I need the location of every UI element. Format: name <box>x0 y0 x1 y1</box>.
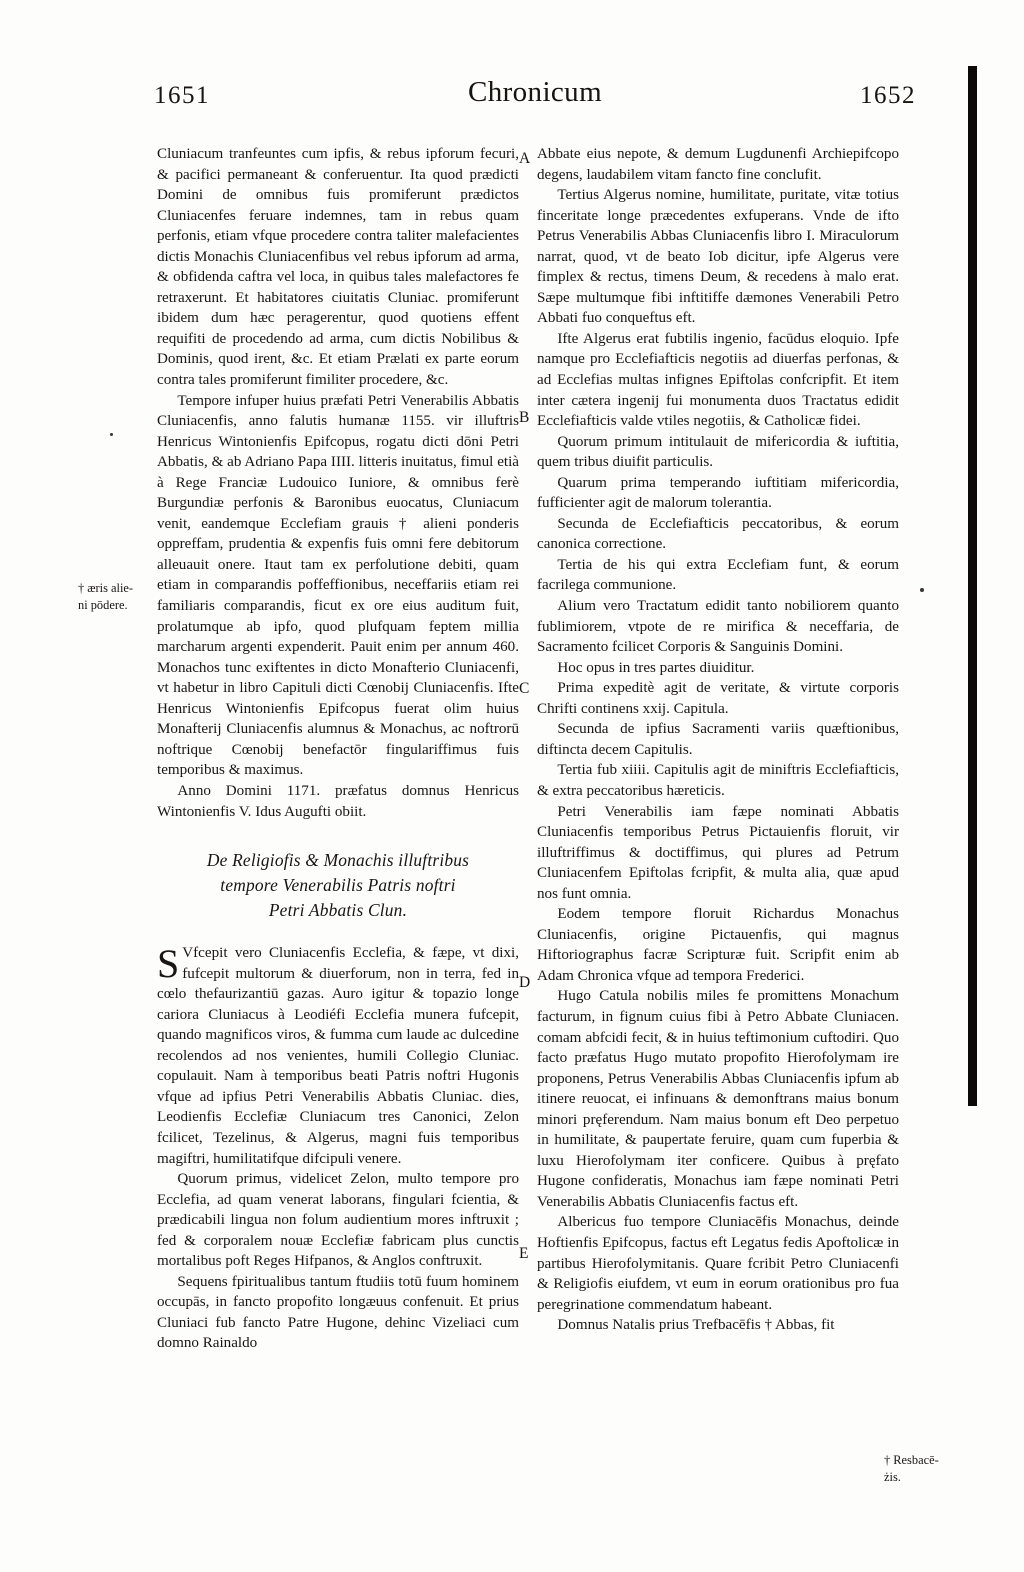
column-marker-b: B <box>519 409 530 426</box>
section-heading-line-1: De Religiofis & Monachis illuftribus <box>206 850 470 871</box>
marginal-gloss-right-line-2: żis. <box>884 1469 901 1484</box>
paragraph: Sequens fpiritualibus tantum ftudiis totū fuum hominem occupās, in fancto propofito longæuus confenuit. Et prius Cluniaci fub fancto Patre Hugone, dehinc Vizeliaci cum domno Rainaldo <box>157 1273 519 1352</box>
paragraph: Tertia fub xiiii. Capitulis agit de miniftris Ecclefiafticis, & extra peccatoribus hæreticis. <box>537 762 899 799</box>
marginal-gloss-right-line-1: † Resbacē- <box>884 1453 939 1467</box>
paragraph: Secunda de ipfius Sacramenti variis quæftionibus, diftincta decem Capitulis. <box>537 721 899 758</box>
paragraph: Quorum primum intitulauit de mifericordia & iuftitia, quem tribus diuifit particulis. <box>537 433 899 471</box>
paragraph: Alium vero Tractatum edidit tanto nobiliorem quanto fublimiorem, vtpote de re mirifica & neceffaria, de Sacramento fcilicet Corporis & Sanguinis Domini. <box>537 598 899 656</box>
section-heading-line-3: Petri Abbatis Clun. <box>268 900 408 921</box>
paragraph: Ifte Algerus erat fubtilis ingenio, facūdus eloquio. Ipfe namque pro Ecclefiafticis negotiis ad diuerfas perfonas, & ad Ecclefias multas infignes Epiftolas confcripfit. Et item inter cætera ingenij fui monumenta duos Tractatus edidit Ecclefiafticis valde vtiles negotiis, & Catholicæ fidei. <box>537 330 899 430</box>
folio-number-left: 1651 <box>154 82 210 109</box>
scan-edge-artifact <box>968 66 977 1106</box>
scan-speck <box>920 588 924 592</box>
column-marker-a: A <box>519 150 531 167</box>
paragraph: Quorum primus, videlicet Zelon, multo tempore pro Ecclefia, ad quam venerat laborans, fingulari fcientia, & prædicabili lingua non folum audientium mores inftruxit ; fed & corporalem nouæ Ecclefiæ fabricam plus cunctis mortalibus poft Reges Hifpanos, & Anglos conftruxit. <box>157 1171 519 1270</box>
running-head <box>150 76 920 122</box>
paragraph: Albericus fuo tempore Cluniacēfis Monachus, deinde Hoftienfis Epifcopus, factus eft Legatus fedis Apoftolicæ in partibus Hierofolymitanis. Quare fcribit Petro Cluniacenfi & Religiofis eiufdem, vt eum in eorum orationibus pro fua peregrinatione commendatum habeant. <box>537 1214 899 1313</box>
paragraph: Quarum prima temperando iuftitiam mifericordia, fufficienter agit de malorum tolerantia. <box>537 474 899 512</box>
paragraph: Cluniacum tranfeuntes cum ipfis, & rebus ipforum fecuri, & pacifici permaneant & conferuentur. Ita quod prædicti Domini de omnibus fuis promiferunt prædictos Cluniacenfes feruare indemnes, tam in rebus quam perfonis, etiam vfque procedere contra taliter malefacientes dictis Monachis Cluniacenfibus vel rebus ipforum ad arma, & obfidenda caftra vel loca, in quibus tales malefactores fe retraxerunt. Et habitatores ciuitatis Cluniac. promiferunt ibidem dum hæc peragerentur, quod quotiens effent requifiti de procedendo ad arma, cum dictis Nobilibus & Dominis, quod irent, &c. Et etiam Prælati ex parte eorum contra tales promiferunt fimiliter procedere, &c. <box>157 146 519 389</box>
column-marker-e: E <box>519 1245 529 1262</box>
marginal-gloss-right <box>884 1452 980 1485</box>
paragraph: Abbate eius nepote, & demum Lugdunenfi Archiepifcopo degens, laudabilem vitam fancto fine conclufit. <box>537 146 899 183</box>
section-heading <box>157 848 519 923</box>
right-text-column <box>537 144 899 1336</box>
paragraph-text: Vfcepit vero Cluniacenfis Ecclefia, & fæpe, vt dixi, fufcepit multorum & diuerforum, non in terra, fed in cœlo thefaurizantiū gazas. Auro igitur & topazio longe cariora Cluniacus à Leodiéfi Ecclefia munera fufcepit, quando magnificos viros, & fumma cum laude ac dulcedine recolendos ad nos venientes, humili Collegio Cluniac. copulauit. Nam à temporibus beati Patris noftri Hugonis vfque ad ipfius Petri Venerabilis Abbatis Cluniac. dies, Leodienfis Ecclefiæ Cluniacum tres Canonici, Zelon fcilicet, Tezelinus, & Algerus, magni fuis temporibus magiftri, humilitatifque difcipuli venere. <box>157 945 519 1167</box>
paragraph: Hoc opus in tres partes diuiditur. <box>557 659 755 676</box>
paragraph: Secunda de Ecclefiafticis peccatoribus, & eorum canonica correctione. <box>537 515 899 553</box>
marginal-gloss-left <box>78 580 154 613</box>
paragraph: Tempore infuper huius præfati Petri Venerabilis Abbatis Cluniacenfis, anno falutis humanæ 1155. vir illuftris Henricus Wintonienfis Epifcopus, rogatu dicti dōni Petri Abbatis, & ab Adriano Papa IIII. litteris inuitatus, fimul etià à Rege Franciæ Ludouico Iuniore, & omnibus ferè Burgundiæ perfonis & Baronibus euocatus, Cluniacum venit, eandemque Ecclefiam grauis † alieni ponderis oppreffam, prudentia & expenfis fuis omni fere debitorum alleuauit onere. Itaut tam ex perfolutione debiti, quam etiam in comparandis poffeffionibus, neceffariis etiam rei familiaris comparandis, ficut ex ore eius auditum fuit, prolatumque ab ipfo, quod plufquam feptem millia marcharum argenti expenderit. Pauit enim per annum 460. Monachos tunc exiftentes in dicto Monafterio Cluniacenfi, vt habetur in libro Capituli dicti Cœnobij Cluniacenfis. Ifte Henricus Wintonienfis Epifcopus fuerat olim huius Monafterij Cluniacenfis alumnus & Monachus, ac noftrorū noftrique Cœnobij benefactōr fingulariffimus fuis temporibus & maximus. <box>157 392 519 779</box>
marginal-gloss-left-line-2: ni pōdere. <box>78 597 128 612</box>
marginal-gloss-left-line-1: † æris alie- <box>78 581 134 595</box>
scan-speck <box>110 433 113 436</box>
drop-cap-letter: S <box>157 941 180 987</box>
column-marker-d: D <box>519 974 531 991</box>
paragraph: Hugo Catula nobilis miles fe promittens Monachum facturum, in fignum cuius fibi à Petro Abbate Cluniacen. comam abfcidi fecit, & in huius teftimonium cuftodiri. Quo facto præfatus Hugo mutato propofito Hierofolymam ire proponens, Petrus Venerabilis Abbas Cluniacenfis ipfum ab itinere reuocat, ei infinuans & demonftrans maius bonum minori pręferendum. Nam maius bonum eft Deo perpetuo in humilitate, & paupertate feruire, quam cum fuperbia & luxu Hierofolymam iter conficere. Quibus à pręfato Hugone confideratis, Monachus iam fæpe nominati Petri Venerabilis Abbatis Cluniacenfis factus eft. <box>537 988 899 1210</box>
paragraph: Anno Domini 1171. præfatus domnus Henricus Wintonienfis V. Idus Augufti obiit. <box>157 782 519 820</box>
paragraph: Petri Venerabilis iam fæpe nominati Abbatis Cluniacenfis temporibus Petrus Pictauienfis floruit, vir illuftriffimus & doctiffimus, qui plures ad Petrum Cluniacenfem Epiftolas fcripfit, & multa alia, quæ apud nos funt omnia. <box>537 803 899 902</box>
paragraph: Tertia de his qui extra Ecclefiam funt, & eorum facrilega communione. <box>537 556 899 594</box>
folio-number-right: 1652 <box>860 82 916 109</box>
paragraph: Eodem tempore floruit Richardus Monachus Cluniacenfis, origine Pictauenfis, qui magnus Hiftoriographus facræ Scripturæ fuit. Scripfit enim ab Adam Chronica vfque ad tempora Frederici. <box>537 906 899 984</box>
paragraph: Domnus Natalis prius Trefbacēfis † Abbas, fit <box>557 1317 835 1334</box>
page-title: Chronicum <box>467 76 603 108</box>
paragraph-with-dropcap <box>157 943 519 1169</box>
column-marker-c: C <box>519 680 530 697</box>
left-text-column <box>157 144 519 1354</box>
section-heading-line-2: tempore Venerabilis Patris noftri <box>220 875 456 896</box>
paragraph: Prima expeditè agit de veritate, & virtute corporis Chrifti continens xxij. Capitula. <box>537 680 899 717</box>
paragraph: Tertius Algerus nomine, humilitate, puritate, vitæ totius finceritate longe præcedentes exfuperans. Vnde de ifto Petrus Venerabilis Abbas Cluniacenfis libro I. Miraculorum narrat, quod, vt de beato Iob dicitur, ipfe Algerus vere fimplex & rectus, timens Deum, & recedens à malo erat. Sæpe multumque fibi inftitiffe dæmones Venerabili Petro Abbati fuo conqueftus eft. <box>537 187 899 327</box>
